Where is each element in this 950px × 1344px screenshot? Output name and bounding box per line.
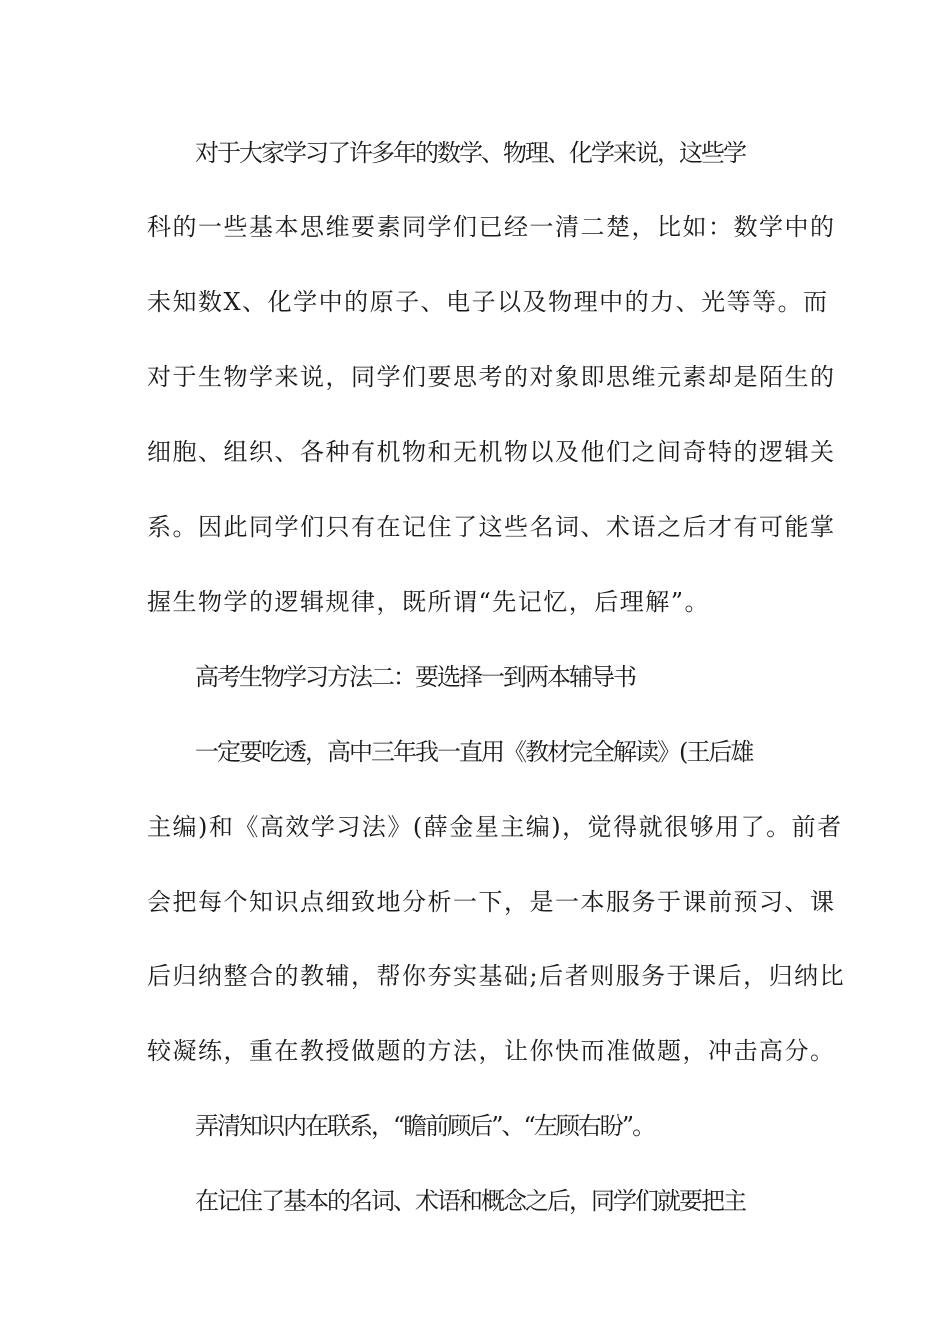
text-line: 主编)和《高效学习法》(薛金星主编)，觉得就很够用了。前者 [147, 813, 843, 841]
text-line: 对于生物学来说，同学们要思考的对象即思维元素却是陌生的 [147, 363, 836, 391]
text-line: 在记住了基本的名词、术语和概念之后，同学们就要把主 [195, 1187, 745, 1215]
text-line: 科的一些基本思维要素同学们已经一清二楚，比如：数学中的 [147, 213, 836, 241]
text-line: 未知数X、化学中的原子、电子以及物理中的力、光等等。而 [147, 288, 829, 316]
text-line: 对于大家学习了许多年的数学、物理、化学来说，这些学 [195, 139, 745, 167]
text-line: 一定要吃透，高中三年我一直用《教材完全解读》(王后雄 [195, 738, 753, 766]
text-line: 弄清知识内在联系，“瞻前顾后”、“左顾右盼”。 [195, 1112, 655, 1140]
text-line: 系。因此同学们只有在记住了这些名词、术语之后才有可能掌 [147, 513, 836, 541]
text-line: 会把每个知识点细致地分析一下，是一本服务于课前预习、课 [147, 888, 836, 916]
text-line: 后归纳整合的教辅，帮你夯实基础;后者则服务于课后，归纳比 [147, 962, 846, 990]
text-line: 握生物学的逻辑规律，既所谓“先记忆，后理解”。 [147, 588, 711, 616]
text-line: 细胞、组织、各种有机物和无机物以及他们之间奇特的逻辑关 [147, 438, 836, 466]
section-heading: 高考生物学习方法二：要选择一到两本辅导书 [195, 663, 635, 691]
text-line: 较凝练，重在教授做题的方法，让你快而准做题，冲击高分。 [147, 1037, 836, 1065]
